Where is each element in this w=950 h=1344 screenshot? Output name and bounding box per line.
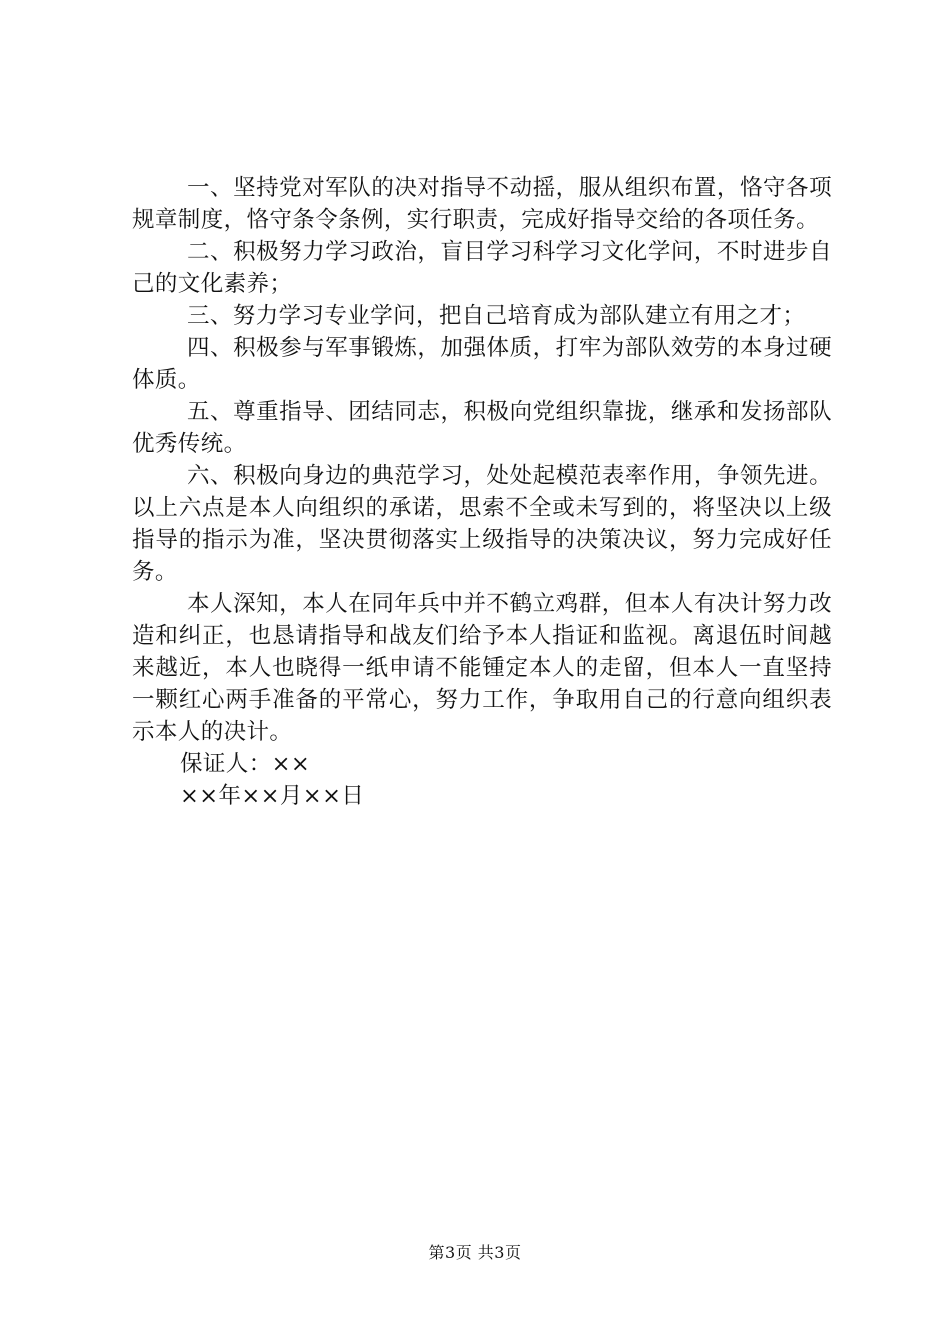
date-line: ××年××月××日 — [180, 783, 365, 809]
page-footer: 第3页 共3页 — [428, 1243, 522, 1262]
paragraph-1: 一、坚持党对军队的决对指导不动摇，服从组织布置，恪守各项规章制度，恪守条令条例，实行职责，完成好指导交给的各项任务。 — [132, 175, 832, 233]
paragraph-5: 五、尊重指导、团结同志，积极向党组织靠拢，继承和发扬部队优秀传统。 — [132, 399, 832, 457]
paragraph-3: 三、努力学习专业学问，把自己培育成为部队建立有用之才； — [187, 303, 806, 329]
paragraph-4: 四、积极参与军事锻炼，加强体质，打牢为部队效劳的本身过硬体质。 — [132, 335, 832, 393]
paragraph-7: 本人深知，本人在同年兵中并不鹤立鸡群，但本人有决计努力改造和纠正，也恳请指导和战友们给予本人指证和监视。离退伍时间越来越近，本人也晓得一纸申请不能锺定本人的走留，但本人一直坚持一颗红心两手准备的平常心，努力工作，争取用自己的行意向组织表示本人的决计。 — [132, 591, 832, 745]
signature-line: 保证人：×× — [180, 751, 311, 777]
paragraph-2: 二、积极努力学习政治，盲目学习科学习文化学问，不时进步自己的文化素养； — [132, 239, 832, 297]
paragraph-6: 六、积极向身边的典范学习，处处起模范表率作用，争领先进。以上六点是本人向组织的承诺，思索不全或未写到的，将坚决以上级指导的指示为准，坚决贯彻落实上级指导的决策决议，努力完成好任务。 — [132, 463, 832, 585]
document-body — [132, 172, 832, 812]
